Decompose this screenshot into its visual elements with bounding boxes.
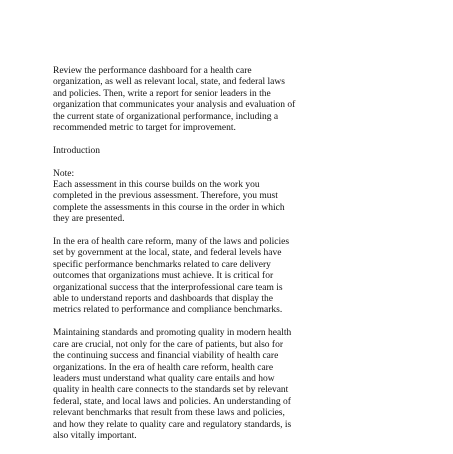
document-body (53, 66, 403, 454)
note-block (53, 169, 403, 226)
reform-paragraph: In the era of health care reform, many of the laws and policies set by government at the local, state, and federal levels have specific performance benchmarks related to care delivery outcomes that organizations must achieve. It is critical for organizational success that the interprofessional care team is able to understand reports and dashboards that display the metrics related to performance and compliance benchmarks. (53, 237, 290, 316)
note-label: Note: (53, 168, 75, 179)
quality-paragraph: Maintaining standards and promoting quality in modern health care are crucial, not only for the care of patients, but also for the continuing success and financial viability of health care organizations. In the era of health care reform, health care leaders must understand what quality care entails and how quality in health care connects to the standards set by relevant federal, state, and local laws and policies. An understanding of relevant benchmarks that result from these laws and policies, and how they relate to quality care and regulatory standards, is also vitally important. (53, 328, 292, 441)
intro-paragraph: Review the performance dashboard for a health care organization, as well as relevant local, state, and federal laws and policies. Then, write a report for senior leaders in the organization that communicates your analysis and evaluation of the current state of organizational performance, including a recommended metric to target for improvement. (53, 66, 296, 134)
section-heading: Introduction (53, 145, 100, 156)
note-text: Each assessment in this course builds on the work you completed in the previous assessment. Therefore, you must complete the assessments in this course in the order in which they are presented. (53, 180, 285, 225)
